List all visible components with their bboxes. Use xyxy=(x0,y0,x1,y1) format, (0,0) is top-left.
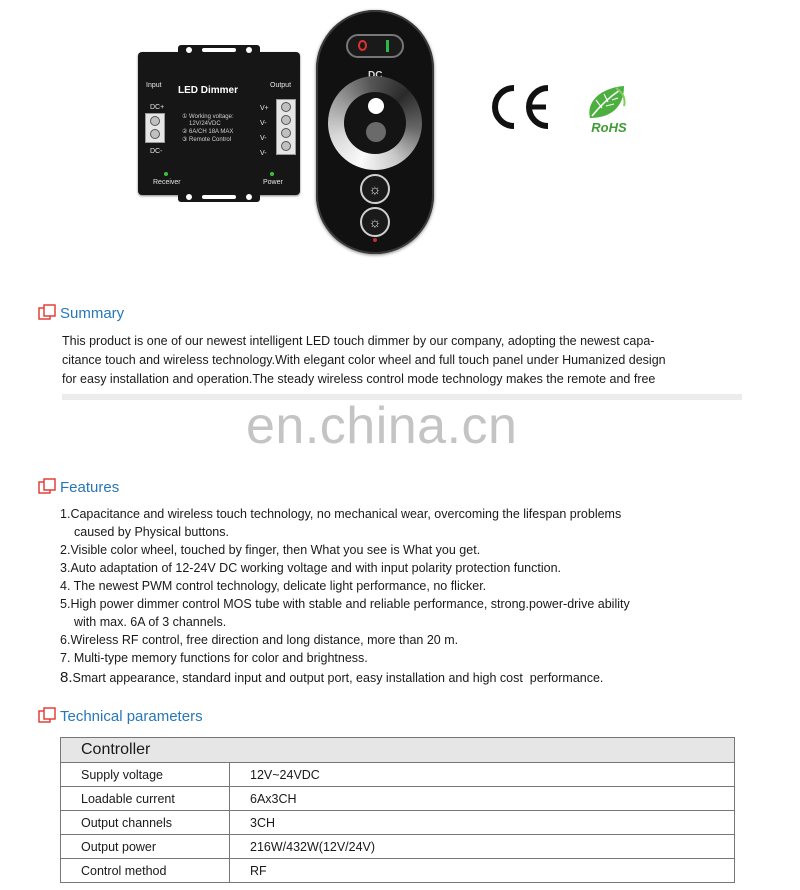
param-key: Supply voltage xyxy=(61,763,230,787)
watermark: en.china.cn xyxy=(246,397,518,455)
brightness-up-icon: ☼ xyxy=(360,174,390,204)
ce-mark-icon xyxy=(484,82,554,132)
table-row xyxy=(61,811,735,835)
rohs-leaf-icon xyxy=(580,82,638,122)
param-key: Output power xyxy=(61,835,230,859)
power-led xyxy=(270,172,274,176)
receiver-label: Receiver xyxy=(153,179,181,186)
power-label: Power xyxy=(263,179,283,186)
summary-line: for easy installation and operation.The steady wireless control mode technology makes the remote and free xyxy=(62,372,656,386)
param-value: 216W/432W(12V/24V) xyxy=(230,835,735,859)
table-row xyxy=(61,763,735,787)
feature-item: 1.Capacitance and wireless touch technology, no mechanical wear, overcoming the lifespan problems caused by Physical buttons. xyxy=(60,507,622,539)
summary-line: This product is one of our newest intelligent LED touch dimmer by our company, adopting the newest capa- xyxy=(62,334,655,348)
section-bullet-icon xyxy=(38,707,56,725)
table-header: Controller xyxy=(61,738,735,763)
input-label: Input xyxy=(146,82,162,89)
param-value: 6Ax3CH xyxy=(230,787,735,811)
technical-heading xyxy=(38,705,203,727)
spec-line: ① Working voltage: xyxy=(182,114,234,120)
features-heading xyxy=(38,476,119,498)
spec-line: 12V/24VDC xyxy=(189,121,221,127)
spec-line: ③ Remote Control xyxy=(182,137,232,143)
v-label: V- xyxy=(260,135,267,142)
spec-line: ② 6A/CH 18A MAX xyxy=(182,129,234,135)
v-label: V- xyxy=(260,150,267,157)
rohs-label: RoHS xyxy=(591,120,627,135)
input-terminal xyxy=(145,113,165,143)
param-key: Loadable current xyxy=(61,787,230,811)
summary-line: citance touch and wireless technology.With elegant color wheel and full touch panel under Humanized design xyxy=(62,353,666,367)
param-value: 3CH xyxy=(230,811,735,835)
receiver-led xyxy=(164,172,168,176)
summary-text xyxy=(62,332,742,400)
table-row xyxy=(61,859,735,883)
param-key: Output channels xyxy=(61,811,230,835)
feature-item: 6.Wireless RF control, free direction and long distance, more than 20 m. xyxy=(60,633,459,647)
table-row xyxy=(61,835,735,859)
features-list xyxy=(60,505,760,687)
dimmer-title: LED Dimmer xyxy=(178,85,239,96)
parameters-table xyxy=(60,737,735,883)
power-switch-icon xyxy=(346,34,404,58)
rohs-mark xyxy=(580,82,638,138)
output-terminal xyxy=(276,99,296,155)
param-key: Control method xyxy=(61,859,230,883)
section-bullet-icon xyxy=(38,304,56,322)
brightness-down-icon: ☼ xyxy=(360,207,390,237)
section-title: Features xyxy=(60,478,120,496)
dc-minus-label: DC- xyxy=(150,148,163,155)
table-row xyxy=(61,787,735,811)
mounting-tab-bottom xyxy=(178,192,260,202)
feature-item: 5.High power dimmer control MOS tube with stable and reliable performance, strong.power-drive ability with max. 6A of 3 channels. xyxy=(60,597,630,629)
section-title: Summary xyxy=(60,304,125,322)
section-bullet-icon xyxy=(38,478,56,496)
feature-item: 8.Smart appearance, standard input and output port, easy installation and high cost performance. xyxy=(60,669,604,686)
param-value: 12V~24VDC xyxy=(230,763,735,787)
output-label: Output xyxy=(270,82,292,89)
touch-remote-image xyxy=(316,10,434,254)
table-header-row xyxy=(61,738,735,763)
section-title: Technical parameters xyxy=(60,707,203,725)
feature-item: 7. Multi-type memory functions for color and brightness. xyxy=(60,651,368,665)
summary-heading xyxy=(38,302,124,324)
param-value: RF xyxy=(230,859,735,883)
ir-led xyxy=(373,238,377,242)
feature-item: 4. The newest PWM control technology, delicate light performance, no flicker. xyxy=(60,579,487,593)
v-label: V+ xyxy=(260,105,269,112)
led-dimmer-image xyxy=(138,52,300,195)
mounting-tab-top xyxy=(178,45,260,55)
color-wheel-icon xyxy=(328,76,422,170)
feature-item: 2.Visible color wheel, touched by finger, then What you see is What you get. xyxy=(60,543,481,557)
v-label: V- xyxy=(260,120,267,127)
dc-plus-label: DC+ xyxy=(150,104,165,111)
feature-item: 3.Auto adaptation of 12-24V DC working voltage and with input polarity protection function. xyxy=(60,561,562,575)
